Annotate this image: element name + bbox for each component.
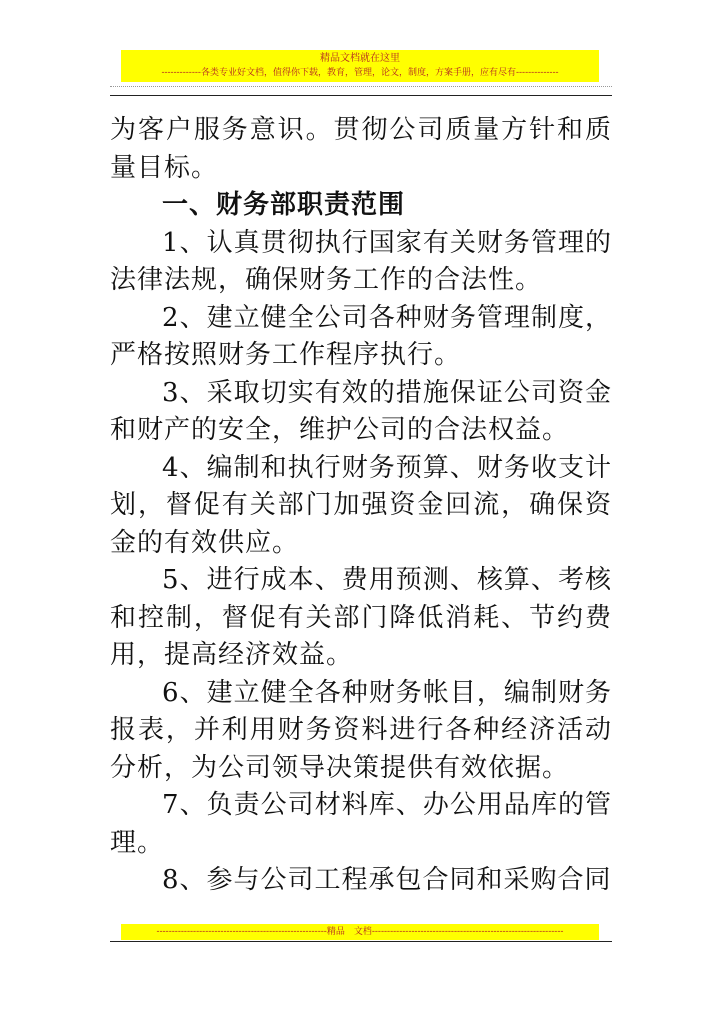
header-subtitle: -------------各类专业好文档，值得你下载，教育，管理，论文，制度，方案手册，应有尽有-------------- bbox=[161, 68, 559, 78]
document-body bbox=[110, 112, 612, 900]
footer-divider bbox=[110, 941, 612, 942]
duty-item: 7、负责公司材料库、办公用品库的管理。 bbox=[110, 790, 612, 858]
footer-banner: --------------------------------------------------------精品 文档--------------------------------------------------------------- bbox=[121, 924, 599, 940]
duty-item: 5、进行成本、费用预测、核算、考核和控制，督促有关部门降低消耗、节约费用，提高经济效益。 bbox=[110, 565, 612, 670]
header-banner bbox=[121, 50, 599, 82]
duty-item: 6、建立健全各种财务帐目，编制财务报表，并利用财务资料进行各种经济活动分析，为公司领导决策提供有效依据。 bbox=[110, 677, 612, 783]
duty-item: 2、建立健全公司各种财务管理制度，严格按照财务工作程序执行。 bbox=[110, 302, 612, 370]
header-title: 精品文档就在这里 bbox=[320, 53, 400, 64]
header-dotted-divider bbox=[110, 86, 612, 87]
section-heading: 一、财务部职责范围 bbox=[162, 190, 406, 220]
duty-item: 4、编制和执行财务预算、财务收支计划，督促有关部门加强资金回流，确保资金的有效供应。 bbox=[110, 452, 612, 558]
duty-item: 1、认真贯彻执行国家有关财务管理的法律法规，确保财务工作的合法性。 bbox=[110, 227, 612, 295]
duty-item: 8、参与公司工程承包合同和采购合同 bbox=[162, 865, 612, 895]
header-divider bbox=[110, 95, 612, 96]
intro-paragraph: 为客户服务意识。贯彻公司质量方针和质量目标。 bbox=[110, 115, 612, 183]
duty-item: 3、采取切实有效的措施保证公司资金和财产的安全，维护公司的合法权益。 bbox=[110, 377, 612, 445]
